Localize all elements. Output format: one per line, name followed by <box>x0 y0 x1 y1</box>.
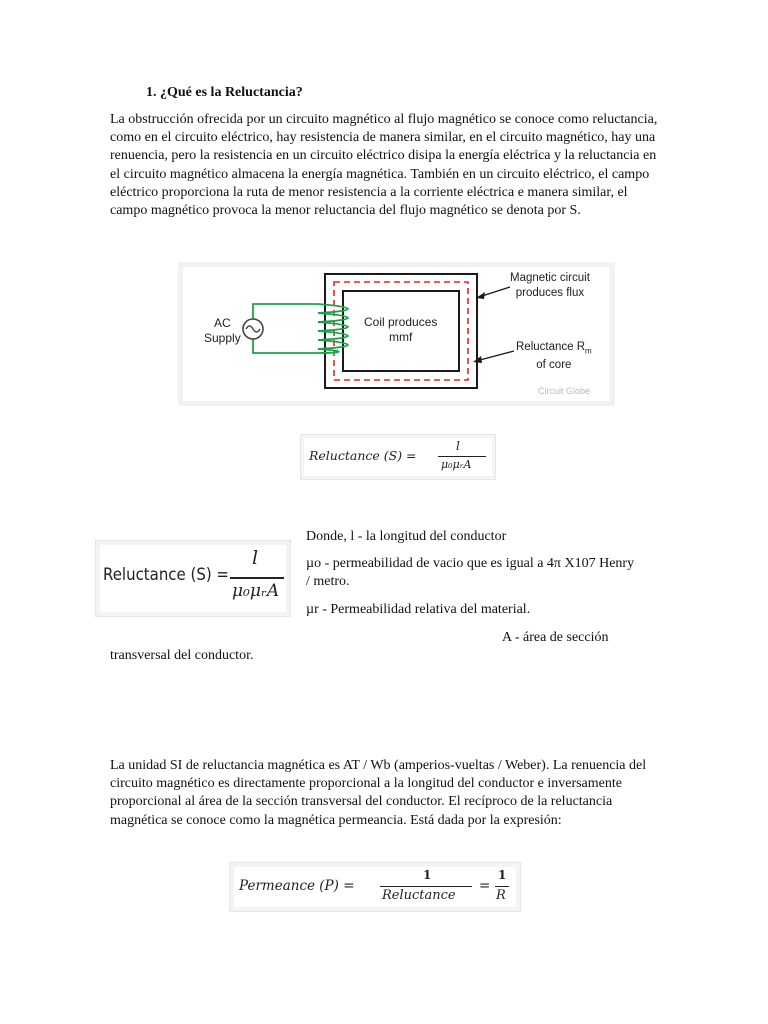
formula-denominator: μ₀μᵣA <box>441 458 472 471</box>
closing-paragraph: La unidad SI de reluctancia magnética es AT / Wb (amperios-vueltas / Weber). La renuencia del circuito magnético es directamente proporcional a la longitud del conductor e inversamente proporcional al área de la sección transversal del conductor. El recíproco de la reluctancia magnética se conoce como la magnética permeancia. Está dada por la expresión: <box>110 758 647 828</box>
formula-numerator: l <box>456 439 460 453</box>
definition-l: Donde, l - la longitud del conductor <box>306 529 507 544</box>
ac-supply-label <box>204 316 241 346</box>
reluctance-formula-small <box>300 434 496 480</box>
watermark: Circuit Globe <box>538 386 591 396</box>
permeance-lhs: Permeance (P) = <box>239 878 355 894</box>
flux-label-line1: Magnetic circuit <box>510 272 590 284</box>
frac1-numerator: 1 <box>423 868 432 882</box>
reluctance-formula-large <box>95 540 291 617</box>
ac-label-line1: AC <box>214 316 231 330</box>
definition-area: A - área de sección <box>502 630 609 645</box>
formula-denominator: μ₀μᵣA <box>232 581 280 601</box>
definition-area-cont: transversal del conductor. <box>110 648 254 663</box>
definition-mur: µr - Permeabilidad relativa del material. <box>306 602 531 617</box>
magnetic-circuit-figure <box>178 262 615 406</box>
frac2-denominator: R <box>496 888 506 903</box>
coil-label-line1: Coil produces <box>364 315 438 329</box>
figure-canvas <box>183 267 610 401</box>
section-heading: 1. ¿Qué es la Reluctancia? <box>146 85 303 100</box>
formula-lhs: Reluctance (S) = <box>309 448 417 463</box>
coil-label-line2: mmf <box>389 330 413 344</box>
reluctance-label-line2: of core <box>536 359 572 372</box>
permeance-formula <box>229 862 521 912</box>
frac2-numerator: 1 <box>498 868 507 882</box>
formula-lhs: Reluctance (S) = <box>103 565 229 585</box>
definition-mu0: µo - permeabilidad de vacio que es igual a 4π X107 Henry / metro. <box>306 556 635 589</box>
flux-label-line2: produces flux <box>515 287 585 299</box>
ac-label-line2: Supply <box>204 331 241 345</box>
flux-label <box>510 271 590 301</box>
equals-sign: = <box>479 878 491 894</box>
reluctance-label-line1: Reluctance $R_m$ <box>516 341 592 356</box>
coil-label <box>364 315 437 345</box>
formula-numerator: l <box>252 547 259 569</box>
reluctance-label <box>516 340 592 373</box>
frac1-denominator: Reluctance <box>382 888 456 903</box>
intro-paragraph: La obstrucción ofrecida por un circuito magnético al flujo magnético se conoce como reluctancia, como en el circuito eléctrico, hay resistencia de manera similar, en el circuito magnético, hay una renuencia, pero la resistencia en un circuito eléctrico disipa la energía eléctrica y la reluctancia en el circuito magnético almacena la energía magnética. También en un circuito eléctrico, el campo eléctrico proporciona la ruta de menor resistencia a la corriente eléctrica e manera similar, el campo magnético provoca la menor reluctancia del flujo magnético se denota por S. <box>110 112 658 219</box>
arrow-reluctance <box>476 351 514 361</box>
